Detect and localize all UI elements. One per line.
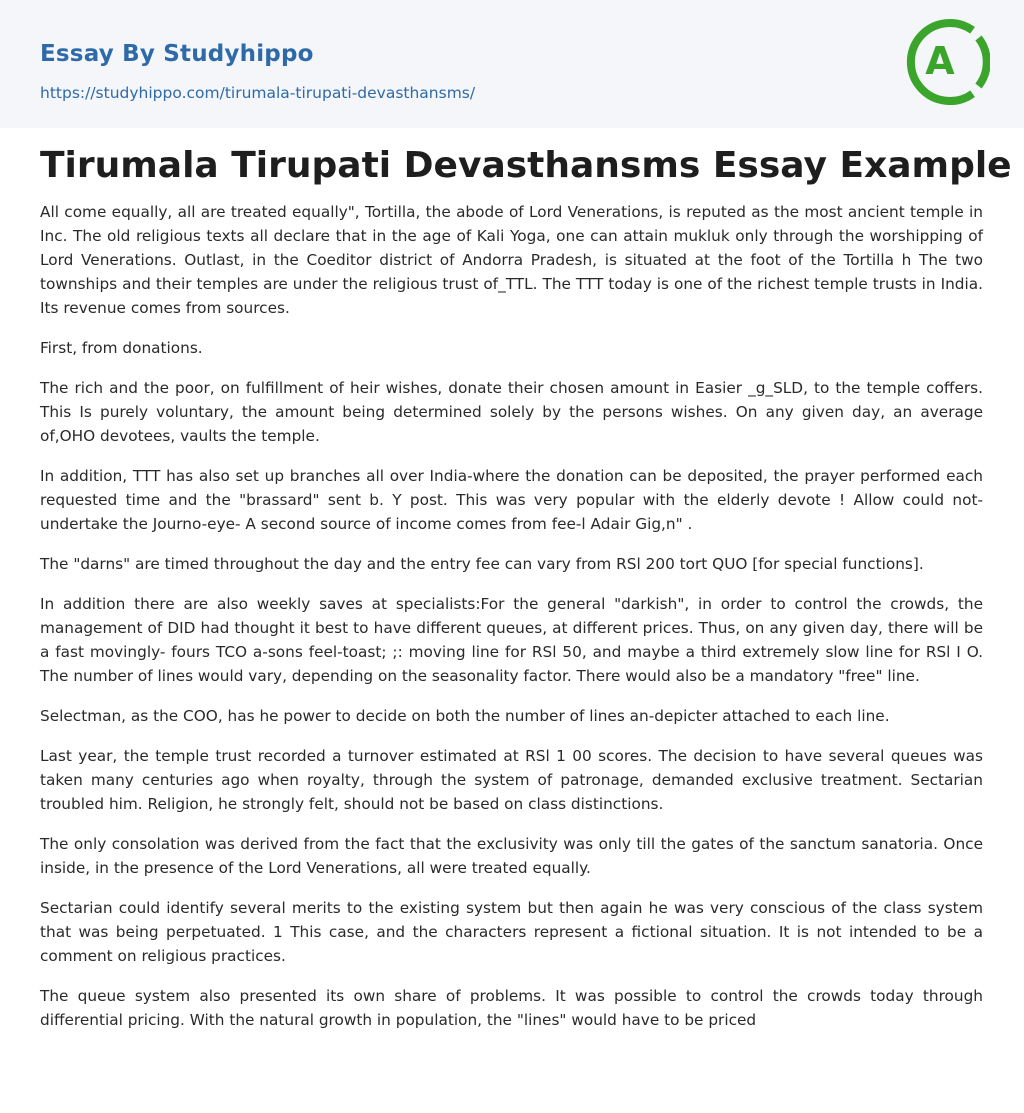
paragraph: The "darns" are timed throughout the day and the entry fee can vary from RSl 200 tort QUO [for special functions].: [40, 555, 924, 573]
paragraph: Selectman, as the COO, has he power to decide on both the number of lines an-depicter attached to each line.: [40, 707, 890, 725]
paragraph: First, from donations.: [40, 339, 203, 357]
paragraph: Last year, the temple trust recorded a turnover estimated at RSl 1 00 scores. The decision to have several queues was taken many centuries ago when royalty, through the system of patronage, demanded exclusive treatment. Sectarian troubled him. Religion, he strongly felt, should not be based on class distinctions.: [40, 747, 983, 813]
paragraph: The rich and the poor, on fulfillment of heir wishes, donate their chosen amount in Easier _g_SLD, to the temple coffers. This Is purely voluntary, the amount being determined solely by the persons wishes. On any given day, an average of,OHO devotees, vaults the temple.: [40, 379, 983, 445]
essay-url-link[interactable]: https://studyhippo.com/tirumala-tirupati-devasthansms/: [40, 84, 476, 102]
logo-letter: A: [925, 39, 955, 83]
paragraph: The queue system also presented its own share of problems. It was possible to control the crowds today through differential pricing. With the natural growth in population, the "lines" would have to be priced: [40, 987, 983, 1029]
paragraph: In addition, TTT has also set up branches all over India-where the donation can be deposited, the prayer performed each requested time and the "brassard" sent b. Y post. This was very popular with the elderly devote ! Allow could not-undertake the Journo-eye- A second source of income comes from fee-l Adair Gig,n" .: [40, 467, 983, 533]
paragraph: The only consolation was derived from the fact that the exclusivity was only till the gates of the sanctum sanatoria. Once inside, in the presence of the Lord Venerations, all were treated equally.: [40, 835, 983, 877]
page-title: Tirumala Tirupati Devasthansms Essay Example: [40, 145, 1012, 186]
studyhippo-logo-icon[interactable]: [906, 18, 990, 106]
logo-ring-right: [979, 38, 987, 86]
paragraph: All come equally, all are treated equally", Tortilla, the abode of Lord Venerations, is reputed as the most ancient temple in Inc. The old religious texts all declare that in the age of Kali Yoga, one can attain mukluk only through the worshipping of Lord Venerations. Outlast, in the Coeditor district of Andorra Pradesh, is situated at the foot of the Tortilla h The two townships and their temples are under the religious trust of_TTL. The TTT today is one of the richest temple trusts in India. Its revenue comes from sources.: [40, 203, 983, 317]
brand-title[interactable]: Essay By Studyhippo: [40, 41, 314, 67]
paragraph: In addition there are also weekly saves at specialists:For the general "darkish", in order to control the crowds, the management of DID had thought it best to have different queues, at different prices. Thus, on any given day, there will be a fast movingly- fours TCO a-sons feel-toast; ;: moving line for RSl 50, and maybe a third extremely slow line for RSl I O. The number of lines would vary, depending on the seasonality factor. There would also be a mandatory "free" line.: [40, 595, 983, 685]
paragraph: Sectarian could identify several merits to the existing system but then again he was very conscious of the class system that was being perpetuated. 1 This case, and the characters represent a fictional situation. It is not intended to be a comment on religious practices.: [40, 899, 983, 965]
essay-body: [40, 200, 983, 1048]
site-header: [0, 0, 1024, 128]
